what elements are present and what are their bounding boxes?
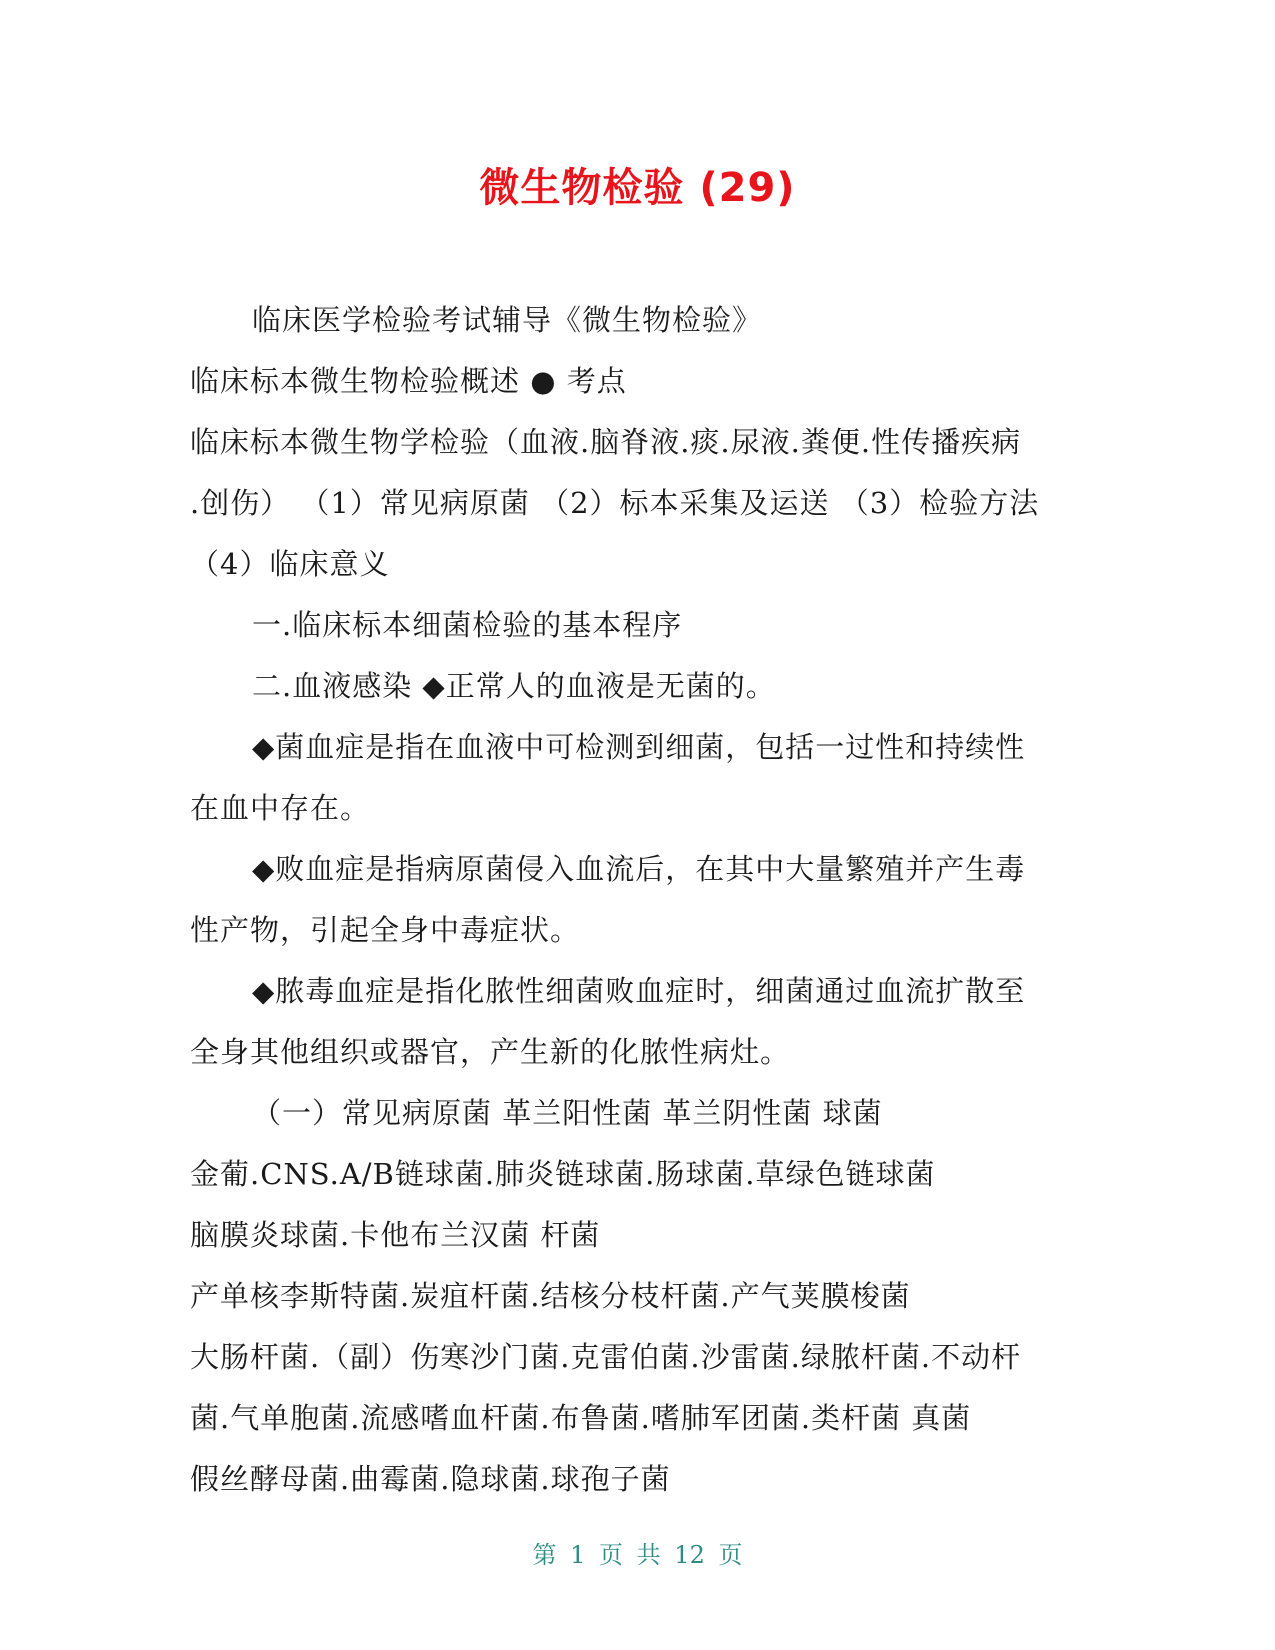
text-line: 全身其他组织或器官，产生新的化脓性病灶。 [190,1035,791,1069]
text-line: （一）常见病原菌 革兰阳性菌 革兰阴性菌 球菌 [252,1096,883,1130]
text-line: ◆败血症是指病原菌侵入血流后，在其中大量繁殖并产生毒 [252,852,1026,886]
text-line: .创伤） （1）常见病原菌 （2）标本采集及运送 （3）检验方法 [190,486,1040,520]
text-line: 产单核李斯特菌.炭疽杆菌.结核分枝杆菌.产气荚膜梭菌 [190,1279,911,1313]
text-line: 菌.气单胞菌.流感嗜血杆菌.布鲁菌.嗜肺军团菌.类杆菌 真菌 [190,1401,972,1435]
document-body [190,290,1090,1510]
text-line: 脑膜炎球菌.卡他布兰汉菌 杆菌 [190,1218,601,1252]
text-line: ◆脓毒血症是指化脓性细菌败血症时，细菌通过血流扩散至 [252,974,1026,1008]
text-line: 在血中存在。 [190,791,371,825]
text-line: ◆菌血症是指在血液中可检测到细菌，包括一过性和持续性 [252,730,1026,764]
text-line: 假丝酵母菌.曲霉菌.隐球菌.球孢子菌 [190,1462,671,1496]
text-line: 大肠杆菌.（副）伤寒沙门菌.克雷伯菌.沙雷菌.绿脓杆菌.不动杆 [190,1340,1022,1374]
text-line: 临床标本微生物学检验（血液.脑脊液.痰.尿液.粪便.性传播疾病 [190,425,1022,459]
text-line: 性产物，引起全身中毒症状。 [190,913,581,947]
text-line: 临床标本微生物检验概述 ● 考点 [190,364,627,398]
text-line: 临床医学检验考试辅导《微生物检验》 [252,303,763,337]
page-title: 微生物检验 (29) [479,165,796,211]
text-line: 金葡.CNS.A/B链球菌.肺炎链球菌.肠球菌.草绿色链球菌 [190,1157,936,1191]
text-line: 一.临床标本细菌检验的基本程序 [252,608,683,642]
page-number-footer: 第 1 页 共 12 页 [532,1541,743,1569]
text-line: 二.血液感染 ◆正常人的血液是无菌的。 [252,669,776,703]
text-line: （4）临床意义 [190,547,390,581]
